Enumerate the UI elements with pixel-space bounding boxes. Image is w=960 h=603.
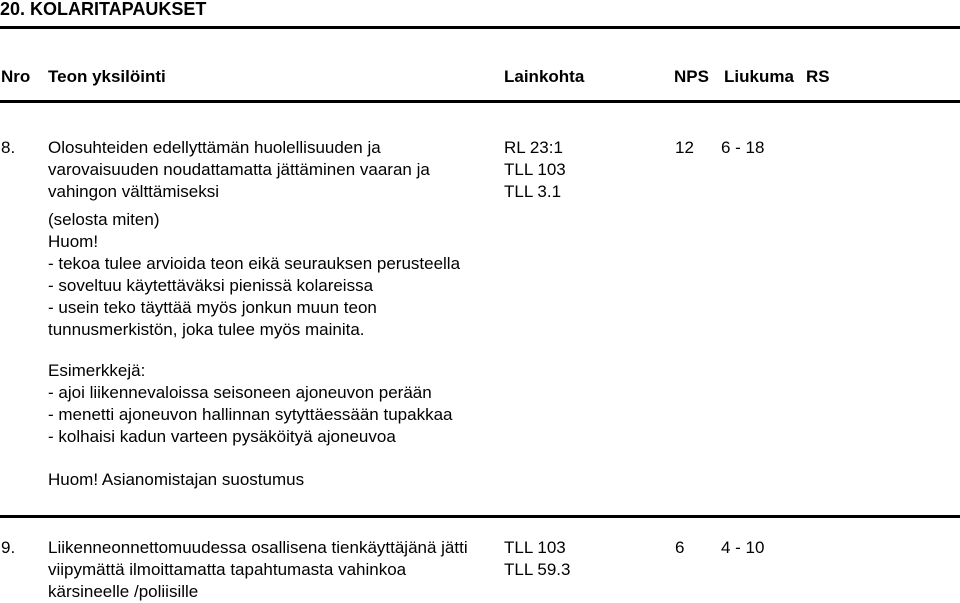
row-8-lainkohta-line: TLL 103 xyxy=(504,160,566,179)
header-rs: RS xyxy=(806,67,830,86)
row-8-examples xyxy=(48,360,452,448)
row-8-lainkohta-line: TLL 3.1 xyxy=(504,182,562,201)
row-8-footnote: Huom! Asianomistajan suostumus xyxy=(48,470,305,489)
row-8-note-line: Huom! xyxy=(48,232,99,251)
header-liukuma: Liukuma xyxy=(724,67,794,86)
row-8-note-line: - usein teko täyttää myös jonkun muun teon xyxy=(48,298,377,317)
row-8-description-line: vahingon välttämiseksi xyxy=(48,182,220,201)
row-8-notes xyxy=(48,209,460,341)
header-teon-yksilointi: Teon yksilöinti xyxy=(48,67,166,86)
row-9-liukuma: 4 - 10 xyxy=(721,538,765,557)
row-8-lainkohta xyxy=(504,137,566,203)
row-9-description-line: viipymättä ilmoittamatta tapahtumasta vahinkoa xyxy=(48,560,407,579)
row-8-description-line: Olosuhteiden edellyttämän huolellisuuden ja xyxy=(48,138,381,157)
title-rule xyxy=(0,26,960,29)
row-9-description-line: kärsineelle /poliisille xyxy=(48,582,199,601)
header-lainkohta: Lainkohta xyxy=(504,67,585,86)
row-9-lainkohta-line: TLL 103 xyxy=(504,538,566,557)
row-8-note-line: - soveltuu käytettäväksi pienissä kolareissa xyxy=(48,276,374,295)
section-title: 20. KOLARITAPAUKSET xyxy=(0,0,207,19)
row-8-example-line: - menetti ajoneuvon hallinnan sytyttäessään tupakkaa xyxy=(48,405,453,424)
row-9-description-line: Liikenneonnettomuudessa osallisena tienkäyttäjänä jätti xyxy=(48,538,468,557)
row-8-note-line: tunnusmerkistön, joka tulee myös mainita. xyxy=(48,320,365,339)
row-8-nro: 8. xyxy=(1,138,16,157)
header-nps: NPS xyxy=(674,67,709,86)
header-nro: Nro xyxy=(1,67,31,86)
row-9-nro: 9. xyxy=(1,538,16,557)
row-8-example-line: - ajoi liikennevaloissa seisoneen ajoneuvon perään xyxy=(48,383,432,402)
row-8-note-line: (selosta miten) xyxy=(48,210,160,229)
row-8-example-line: - kolhaisi kadun varteen pysäköityä ajoneuvoa xyxy=(48,427,396,446)
row-9-nps: 6 xyxy=(675,538,685,557)
row-9-description xyxy=(48,537,468,603)
row-8-nps: 12 xyxy=(675,138,694,157)
row-8-liukuma: 6 - 18 xyxy=(721,138,765,157)
header-rule xyxy=(0,100,960,103)
row-8-lainkohta-line: RL 23:1 xyxy=(504,138,563,157)
row-9-lainkohta-line: TLL 59.3 xyxy=(504,560,571,579)
row-divider xyxy=(0,515,960,518)
row-8-description-line: varovaisuuden noudattamatta jättäminen vaaran ja xyxy=(48,160,430,179)
row-8-note-line: - tekoa tulee arvioida teon eikä seurauksen perusteella xyxy=(48,254,461,273)
row-9-lainkohta xyxy=(504,537,570,581)
row-8-example-line: Esimerkkejä: xyxy=(48,361,146,380)
row-8-description xyxy=(48,137,430,203)
